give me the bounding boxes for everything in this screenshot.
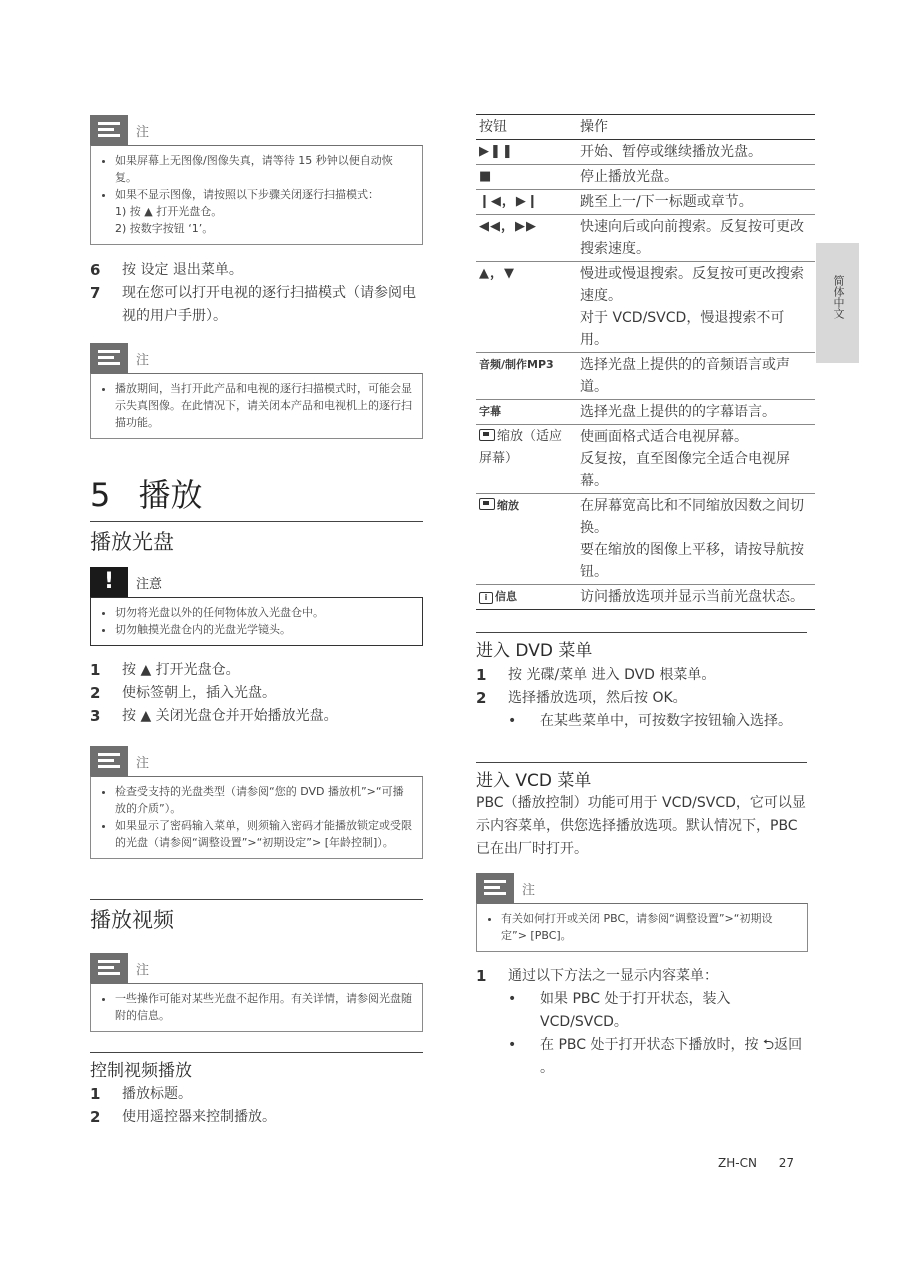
step-item: 6 按 设定 退出菜单。 xyxy=(90,261,243,279)
subheading-dvd-menu: 进入 DVD 菜单 xyxy=(476,632,807,661)
step-bullet: • 如果 PBC 处于打开状态，装入 VCD/SVCD。 xyxy=(508,988,808,1034)
step-item: 1 按 光碟/菜单 进入 DVD 根菜单。 xyxy=(476,666,716,684)
section-heading-disc: 播放光盘 xyxy=(90,521,423,556)
table-row: 音频/制作MP3 选择光盘上提供的的音频语言或声道。 xyxy=(476,353,815,400)
note-icon xyxy=(90,746,128,776)
table-row: 缩放（适应屏幕） 使画面格式适合电视屏幕。 反复按，直至图像完全适合电视屏幕。 xyxy=(476,425,815,494)
page-number: 27 xyxy=(778,1156,795,1170)
note-icon xyxy=(90,343,128,373)
table-row: i 信息 访问播放选项并显示当前光盘状态。 xyxy=(476,585,815,610)
note-title: 注 xyxy=(136,125,150,140)
note-icon xyxy=(476,873,514,903)
note-subitem: 1) 按 ▲ 打开光盘仓。 xyxy=(115,205,223,218)
chapter-heading xyxy=(90,470,203,516)
note-box-1 xyxy=(90,115,423,245)
steps-6-7 xyxy=(90,259,426,328)
note-title: 注 xyxy=(522,883,536,898)
note-item: • 检查受支持的光盘类型（请参阅“您的 DVD 播放机”>“可播放的介质”）。 xyxy=(115,783,412,817)
button-operation-table xyxy=(476,114,815,610)
note-box-4 xyxy=(90,953,423,1032)
steps-control-video xyxy=(90,1083,426,1129)
step-item: 2 使用遥控器来控制播放。 xyxy=(90,1108,276,1126)
table-row: ◀◀，▶▶ 快速向后或向前搜索。反复按可更改搜索速度。 xyxy=(476,215,815,262)
note-box-5 xyxy=(476,873,808,952)
step-item: 3 按 ▲ 关闭光盘仓并开始播放光盘。 xyxy=(90,707,338,725)
footer-language: ZH-CN xyxy=(718,1156,757,1170)
subheading-control-video: 控制视频播放 xyxy=(90,1052,423,1081)
step-item: 1 播放标题。 xyxy=(90,1085,192,1103)
step-item: 2 使标签朝上，插入光盘。 xyxy=(90,684,276,702)
note-item: • 一些操作可能对某些光盘不起作用。有关详情，请参阅光盘随附的信息。 xyxy=(115,990,412,1024)
subheading-vcd-menu: 进入 VCD 菜单 xyxy=(476,762,807,791)
caution-title: 注意 xyxy=(136,577,163,592)
table-header: 按钮 xyxy=(476,115,577,140)
table-key: 缩放 xyxy=(476,494,577,585)
zoom-frame-icon xyxy=(479,498,495,510)
caution-item: • 切勿触摸光盘仓内的光盘光学镜头。 xyxy=(115,621,412,638)
note-box-2 xyxy=(90,343,423,439)
table-key: 字幕 xyxy=(476,400,577,425)
steps-dvd-menu xyxy=(476,664,808,733)
table-key: i 信息 xyxy=(476,585,577,610)
rewind-forward-icon: ◀◀，▶▶ xyxy=(476,215,577,262)
up-down-icon: ▲，▼ xyxy=(476,262,577,353)
step-item: 1 按 ▲ 打开光盘仓。 xyxy=(90,661,240,679)
note-box-3 xyxy=(90,746,423,859)
table-key: 缩放（适应屏幕） xyxy=(476,425,577,494)
note-item: • 如果屏幕上无图像/图像失真，请等待 15 秒钟以便自动恢复。 xyxy=(115,152,412,186)
language-side-tab xyxy=(816,243,859,363)
step-bullet: • 在某些菜单中，可按数字按钮输入选择。 xyxy=(508,710,808,733)
note-item: • 如果不显示图像，请按照以下步骤关闭逐行扫描模式： 1) 按 ▲ 打开光盘仓。 2) 按数字按钮 ‘1’。 xyxy=(115,186,412,237)
side-tab-label: 简体中文 xyxy=(832,275,845,319)
step-bullet: • 在 PBC 处于打开状态下播放时，按 ⮌返回 。 xyxy=(508,1034,808,1080)
page-footer xyxy=(718,1156,794,1170)
table-row: ▶❚❚ 开始、暂停或继续播放光盘。 xyxy=(476,140,815,165)
steps-play-disc xyxy=(90,659,426,728)
note-icon xyxy=(90,115,128,145)
chapter-number: 5 xyxy=(90,476,111,514)
caution-item: • 切勿将光盘以外的任何物体放入光盘仓中。 xyxy=(115,604,412,621)
table-row: ❙◀，▶❙ 跳至上一/下一标题或章节。 xyxy=(476,190,815,215)
note-item: • 播放期间，当打开此产品和电视的逐行扫描模式时，可能会显示失真图像。在此情况下，请关闭本产品和电视机上的逐行扫描功能。 xyxy=(115,380,412,431)
table-row: 字幕 选择光盘上提供的的字幕语言。 xyxy=(476,400,815,425)
note-icon xyxy=(90,953,128,983)
caution-box xyxy=(90,567,423,646)
note-item: • 如果显示了密码输入菜单，则须输入密码才能播放锁定或受限的光盘（请参阅“调整设置”>“初期设定”> [年龄控制]）。 xyxy=(115,817,412,851)
note-title: 注 xyxy=(136,963,150,978)
warning-icon: ! xyxy=(90,567,128,597)
stop-icon: ■ xyxy=(476,165,577,190)
note-subitem: 2) 按数字按钮 ‘1’。 xyxy=(115,222,214,235)
step-item: 7 现在您可以打开电视的逐行扫描模式（请参阅电视的用户手册）。 xyxy=(90,284,416,324)
section-heading-video: 播放视频 xyxy=(90,899,423,934)
prev-next-icon: ❙◀，▶❙ xyxy=(476,190,577,215)
step-item: 2 选择播放选项，然后按 OK。 • 在某些菜单中，可按数字按钮输入选择。 xyxy=(476,687,808,733)
info-icon: i xyxy=(479,592,493,604)
zoom-frame-icon xyxy=(479,429,495,441)
table-row: 缩放 在屏幕宽高比和不同缩放因数之间切换。 要在缩放的图像上平移，请按导航按钮。 xyxy=(476,494,815,585)
table-row: ■ 停止播放光盘。 xyxy=(476,165,815,190)
note-title: 注 xyxy=(136,756,150,771)
chapter-title: 播放 xyxy=(138,476,203,514)
table-row: ▲，▼ 慢进或慢退搜索。反复按可更改搜索速度。 对于 VCD/SVCD，慢退搜索不可用。 xyxy=(476,262,815,353)
note-item: • 有关如何打开或关闭 PBC，请参阅“调整设置”>“初期设定”> [PBC]。 xyxy=(501,910,797,944)
play-pause-icon: ▶❚❚ xyxy=(476,140,577,165)
note-title: 注 xyxy=(136,353,150,368)
table-header: 操作 xyxy=(577,115,815,140)
steps-vcd-menu xyxy=(476,965,808,1080)
table-key: 音频/制作MP3 xyxy=(476,353,577,400)
step-item: 1 通过以下方法之一显示内容菜单： • 如果 PBC 处于打开状态，装入 VCD/SVCD。 • 在 PBC 处于打开状态下播放时，按 ⮌返回 。 xyxy=(476,965,808,1080)
vcd-paragraph: PBC（播放控制）功能可用于 VCD/SVCD，它可以显示内容菜单，供您选择播放选项。默认情况下，PBC 已在出厂时打开。 xyxy=(476,795,806,857)
